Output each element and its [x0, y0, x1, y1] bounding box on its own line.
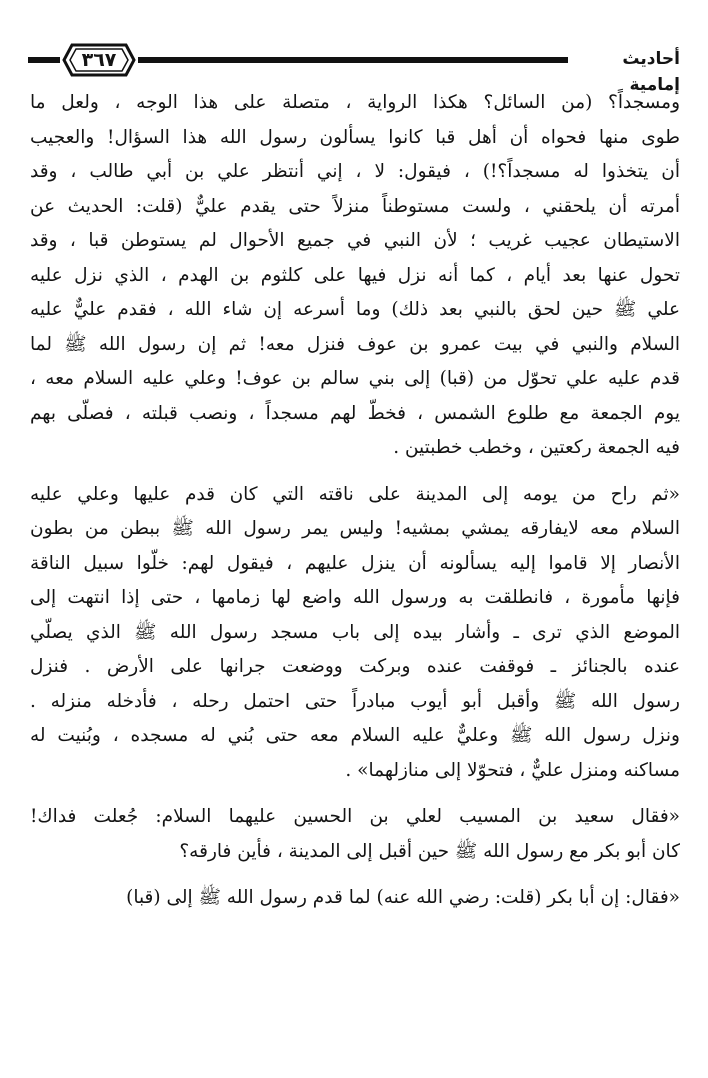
paragraph-gap [30, 788, 680, 800]
text-line: أمرته أن يلحقني ، ولست مستوطناً منزلاً حتى يقدم عليٌّ (قلت: الحديث عن [30, 195, 680, 217]
paragraph-2 [30, 478, 680, 789]
paragraph-gap [30, 869, 680, 881]
text-line: «فقال: إن أبا بكر (قلت: رضي الله عنه) لما قدم رسول الله ﷺ إلى (قبا) [126, 887, 680, 908]
paragraph-4 [30, 881, 680, 916]
text-line: تحول عنها بعد أيام ، كما أنه نزل فيها على كلثوم بن الهدم ، الذي نزل عليه [30, 264, 680, 286]
text-line: يوم الجمعة مع طلوع الشمس ، فخطّ لهم مسجداً ، ونصب قبلته ، فصلّى بهم [30, 402, 680, 424]
header-rule-left [28, 57, 60, 63]
text-line: ومسجداً؟ (من السائل؟ هكذا الرواية ، متصلة على هذا الوجه ، ولعل ما [30, 92, 680, 113]
text-line: كان أبو بكر مع رسول الله ﷺ حين أقبل إلى المدينة ، فأين فارقه؟ [179, 840, 680, 862]
text-line: الموضع الذي ترى ـ وأشار بيده إلى باب مسجد رسول الله ﷺ الذي يصلّي [30, 621, 680, 643]
text-line: رسول الله ﷺ وأقبل أبو أيوب مبادراً حتى احتمل رحله ، فأدخله منزله . [30, 690, 680, 712]
text-line: علي ﷺ حين لحق بالنبي بعد ذلك) وما أسرعه إن شاء الله ، فقدم عليٌّ عليه [30, 299, 680, 320]
text-line: طوى منها فحواه أن أهل قبا كانوا يسألون رسول الله هذا السؤال! والعجيب [30, 126, 680, 148]
header-rule-right [138, 57, 568, 63]
paragraph-3 [30, 800, 680, 869]
text-line: الأنصار إلا قاموا إليه يسألونه أن ينزل عليهم ، فيقول لهم: خلّوا سبيل الناقة [30, 552, 680, 574]
text-line: الاستيطان عجيب غريب ؛ لأن النبي في جميع الأحوال لم يستوطن قبا ، وقد [30, 230, 680, 251]
text-line: قدم عليه علي تحوّل من (قبا) إلى بني سالم بن عوف! وعلي عليه السلام معه ، [30, 368, 680, 389]
paragraph-1 [30, 86, 680, 466]
text-line: «فقال سعيد بن المسيب لعلي بن الحسين عليهما السلام: جُعلت فداك! [30, 806, 680, 827]
text-line: السلام معه لايفارقه يمشي بمشيه! وليس يمر رسول الله ﷺ ببطن من بطون [30, 518, 680, 539]
text-line: مساكنه ومنزل عليٌّ ، فتحوّلا إلى منازلهما» . [345, 759, 680, 781]
text-line: فيه الجمعة ركعتين ، وخطب خطبتين . [393, 437, 680, 458]
text-line: السلام والنبي في بيت عمرو بن عوف فنزل معه! ثم إن رسول الله ﷺ لما [30, 333, 680, 355]
text-line: «ثم راح من يومه إلى المدينة على ناقته التي كان قدم عليها وعلي عليه [30, 483, 680, 505]
running-title: أحاديث إمامية [622, 49, 680, 95]
paragraph-gap [30, 466, 680, 478]
text-line: ونزل رسول الله ﷺ وعليٌّ عليه السلام معه حتى بُني له مسجده ، وبُنيت له [30, 725, 680, 746]
text-line: فإنها مأمورة ، فانطلقت به ورسول الله واضع لها زمامها ، حتى إذا انتهت إلى [30, 587, 680, 608]
page-header [28, 40, 680, 95]
text-line: عنده بالجنائز ـ فوقفت عنده وبركت ووضعت جرانها على الأرض . فنزل [30, 656, 680, 677]
text-line: أن يتخذوا له مسجداً؟!) ، فيقول: لا ، إني أنتظر علي بن أبي طالب ، وقد [30, 161, 680, 182]
page-number: ٣٦٧ [81, 49, 117, 71]
page-number-badge [62, 42, 136, 78]
body-text [30, 86, 680, 916]
